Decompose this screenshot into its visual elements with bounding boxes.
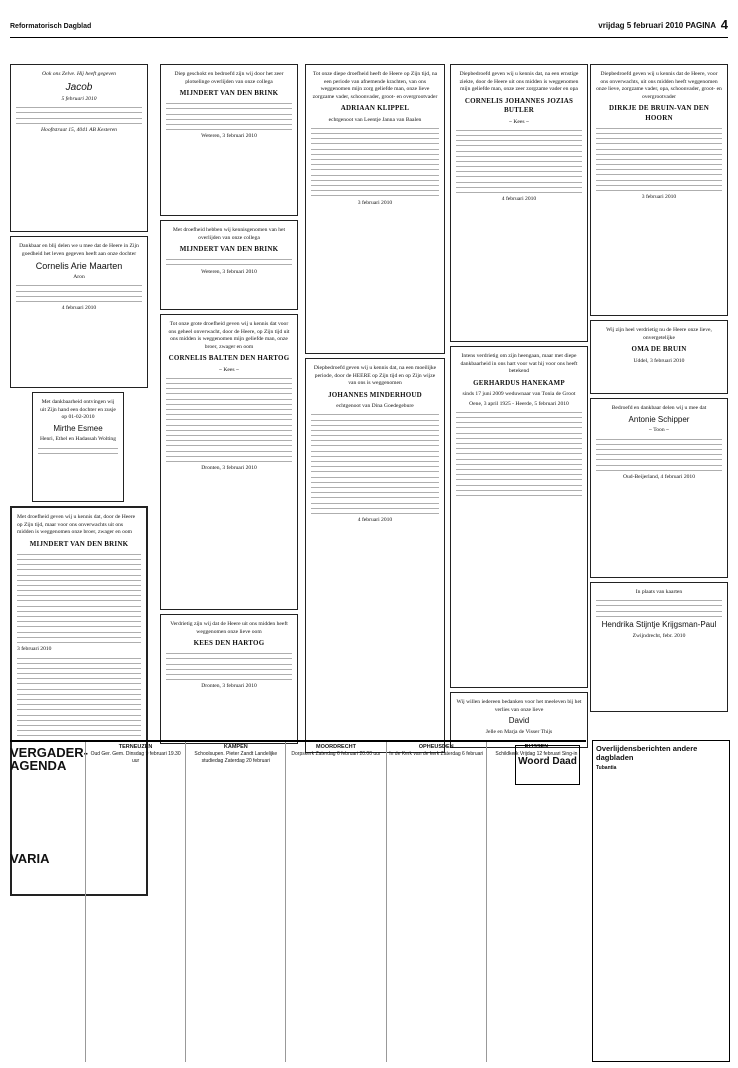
notice-name: GERHARDUS HANEKAMP bbox=[473, 378, 565, 387]
header-date: vrijdag 5 februari 2010 PAGINA bbox=[598, 21, 716, 30]
paper-name: Reformatorisch Dagblad bbox=[10, 23, 92, 30]
notice-c1d: Met droefheid geven wij u kennis dat, door de Heere op Zijn tijd, maar voor ons onverwachts uit ons midden is weggenomen onze broer, zwager en oom MIJNDERT VAN DEN BRINK 3 februari 2010 bbox=[10, 506, 148, 896]
notice-name: Jacob bbox=[65, 81, 93, 93]
notice-c5a: Diepbedroefd geven wij u kennis dat de Heere, voor ons onverwachts, uit ons midden heeft weggenomen onze lieve, zorgzame vader, opa, schoonvader, groot- en overgrootvader DIRKJE DE BRUIN-VAN DEN HOORN 3 februari 2010 bbox=[590, 64, 728, 316]
notice-name: DIRKJE DE BRUIN-VAN DEN HOORN bbox=[609, 104, 709, 122]
notice-c1c: Met dankbaarheid ontvingen wij uit Zijn hand een dochter en zusje op 01-02-2010 Mirthe Esmee Henri, Ethel en Hadassah Wolting bbox=[32, 392, 124, 502]
notice-name: MIJNDERT VAN DEN BRINK bbox=[179, 245, 279, 254]
agenda-col: KAMPEN Schoolsupen. Pieter Zandt Landelijke studiedag Zaterdag 20 februari bbox=[185, 742, 285, 1062]
notice-name: MIJNDERT VAN DEN BRINK bbox=[179, 89, 279, 98]
notice-name: Cornelis Arie Maarten bbox=[35, 261, 123, 272]
notice-c4a: Diepbedroefd geven wij u kennis dat, na een ernstige ziekte, door de Heere uit ons midden is weggenomen mijn geliefde man, onze zeer zorgzame vader en opa CORNELIS JOHANNES JOZIAS BUTLER ~ Kees ~ 4 februari 2010 bbox=[450, 64, 588, 342]
agenda-col: TERNEUZEN Oud Ger. Gem. Dinsdag 9 februari 19.30 uur bbox=[85, 742, 185, 1062]
column-5 bbox=[590, 64, 728, 716]
notice-name: CORNELIS BALTEN DEN HARTOG bbox=[168, 354, 290, 363]
notice-c2a: Diep geschokt en bedroefd zijn wij door het zeer plotselinge overlijden van onze collega MIJNDERT VAN DEN BRINK Weteren, 3 februari 2010 bbox=[160, 64, 298, 216]
notice-name: KEES DEN HARTOG bbox=[193, 639, 265, 648]
notice-c5d: In plaats van kaarten Hendrika Stijntje Krijgsman-Paul Zwijndrecht, febr. 2010 bbox=[590, 582, 728, 712]
notice-c2d: Verdrietig zijn wij dat de Heere uit ons midden heeft weggenomen onze lieve oom KEES DEN HARTOG Dronten, 3 februari 2010 bbox=[160, 614, 298, 744]
page-number: 4 bbox=[720, 17, 728, 32]
page-header bbox=[10, 18, 728, 38]
notice-c5c: Bedroefd en dankbaar delen wij u mee dat Antonie Schipper ~ Toon ~ Oud-Beijerland, 4 februari 2010 bbox=[590, 398, 728, 578]
sidebar-sub: Tubantia bbox=[596, 765, 617, 771]
notice-c4b: Intens verdrietig om zijn heengaan, maar met diepe dankbaarheid in ons hart voor wat hij voor ons heeft betekend GERHARDUS HANEKAMP sinds 17 juni 2009 weduwnaar van Tonia de Groot Oene, 3 april 1925 - Heerde, 5 februari 2010 bbox=[450, 346, 588, 688]
notice-name: MIJNDERT VAN DEN BRINK bbox=[29, 539, 129, 548]
notice-name: Mirthe Esmee bbox=[53, 423, 103, 433]
notice-c4c: Wij willen iedereen bedanken voor het meeleven bij het verlies van onze lieve David Jelle en Marja de Visser Thijs bbox=[450, 692, 588, 748]
notice-c1a: Ook ons Zelve. Hij heeft gegeven Jacob 5 februari 2010 Hooftstraat 15, 4041 AB Kesteren bbox=[10, 64, 148, 232]
vergader-agenda bbox=[10, 740, 586, 1062]
notice-c5b: Wij zijn heel verdrietig nu de Heere onze lieve, onvergetelijke OMA DE BRUIN Uddel, 3 februari 2010 bbox=[590, 320, 728, 394]
overlijdens-sidebar bbox=[592, 740, 730, 1062]
notice-name: JOHANNES MINDERHOUD bbox=[328, 390, 422, 399]
sidebar-title: Overlijdensberichten andere dagbladen bbox=[596, 744, 698, 762]
column-3 bbox=[305, 64, 445, 757]
notice-c3a: Tot onze diepe droefheid heeft de Heere op Zijn tijd, na een periode van afnemende krachten, van ons weggenomen mijn zorg geliefde man, onze lieve zorgzame vader, schoonvader, groot- en overgrootvader ADRIAAN KLIPPEL echtgenoot van Leentje Janna van Baalen 3 februari 2010 bbox=[305, 64, 445, 354]
notice-c1b: Dankbaar en blij delen we u mee dat de Heere in Zijn goedheid het leven gegeven heeft aan onze dochter Cornelis Arie Maarten Aron 4 februari 2010 bbox=[10, 236, 148, 388]
agenda-col: OPHEUSDEN In de Kerk van de kerk Zaterdag 6 februari bbox=[386, 742, 486, 1062]
notice-name: David bbox=[508, 716, 530, 726]
notice-name: Hendrika Stijntje Krijgsman-Paul bbox=[601, 620, 717, 630]
notice-c2b: Met droefheid hebben wij kennisgenomen van het overlijden van onze collega MIJNDERT VAN DEN BRINK Weteren, 3 februari 2010 bbox=[160, 220, 298, 310]
notice-name: CORNELIS JOHANNES JOZIAS BUTLER bbox=[464, 96, 574, 115]
notice-name: ADRIAAN KLIPPEL bbox=[340, 104, 410, 113]
notice-name: Antonie Schipper bbox=[628, 414, 690, 424]
notice-c3b: Diepbedroefd geven wij u kennis dat, na een moeilijke periode, door de HEERE op Zijn tijd en op Zijn wijze van ons is weggenomen JOHANNES MINDERHOUD echtgenoot van Dina Goedegebure 4 februari 2010 bbox=[305, 358, 445, 753]
column-2 bbox=[160, 64, 298, 748]
varia-title: VARIA bbox=[10, 851, 50, 866]
agenda-col: RIJSSEN Schildkerk Vrijdag 12 februari Sing-in bbox=[486, 742, 586, 1062]
agenda-title: VERGADER-AGENDA bbox=[10, 745, 89, 773]
notice-name: OMA DE BRUIN bbox=[631, 345, 687, 354]
woord-daad-logo: Woord Daad bbox=[515, 745, 580, 785]
agenda-col: MOORDRECHT Dorpskerk Zaterdag 6 februari 20.00 uur bbox=[285, 742, 385, 1062]
notice-c2c: Tot onze grote droefheid geven wij u kennis dat voor ons geheel onverwacht, door de Heere, op Zijn tijd uit ons midden is weggenomen mijn geliefde man, onze broer, zwager en oom CORNELIS BALTEN DEN HARTOG ~ Kees ~ Dronten, 3 februari 2010 bbox=[160, 314, 298, 610]
column-4 bbox=[450, 64, 588, 752]
